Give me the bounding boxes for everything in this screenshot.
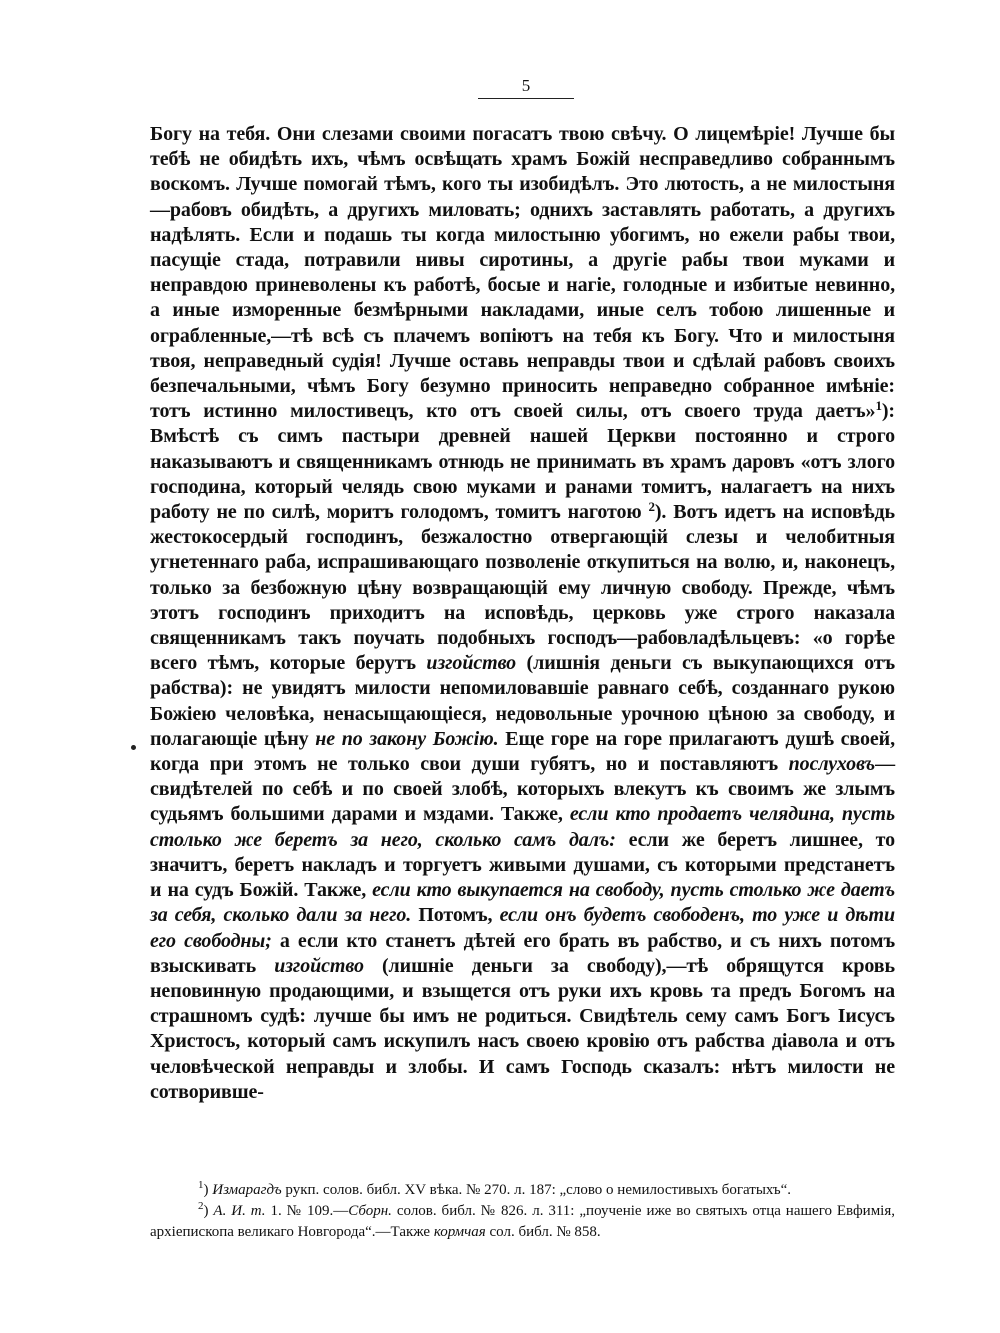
italic-term: послуховъ bbox=[788, 753, 876, 776]
footnote-source: А. И. т. bbox=[213, 1203, 266, 1219]
text-run: (лишніе деньги за свободу),—тѣ обрящутся кровь неповинную продающими, и взыщется отъ руки ихъ кровь та предъ Богомъ на страшномъ судѣ: лучше бы имъ не родиться. Свидѣтель сему самъ Богъ Іисусъ Христосъ, который самъ искупилъ насъ своею кровію отъ рабства діавола и отъ человѣческой неправды и злобы. И самъ Господь сказалъ: нѣтъ милости не сотворившe- bbox=[150, 954, 895, 1103]
footnote-ref-2: 2 bbox=[648, 499, 655, 515]
text-run: ). Вотъ идетъ на исповѣдь жестокосердый господинъ, безжалостно отвергающій слезы и челобитныя угнетеннаго раба, испрашивающаго позволеніе откупиться на волю, и, наконецъ, только за безбожную цѣну возвращающій ему личную свободу. Прежде, чѣмъ этотъ господинъ приходитъ на исповѣдь, церковь уже строго наказала священникамъ такъ поучать подобныхъ господъ—рабовладѣльцевъ: «о горѣе всего тѣмъ, которые берутъ bbox=[150, 501, 895, 675]
footnotes bbox=[150, 1180, 895, 1243]
footnote-1: $^1$) Измарагдъ рукп. солов. библ. XV вѣка. № 270. л. 187: „слово о немилостивыхъ богатыхъ“. bbox=[198, 1179, 791, 1198]
footnote-ref-1: 1 bbox=[875, 398, 882, 414]
text-run: Потомъ, bbox=[418, 904, 493, 927]
footnote-source: Измарагдъ bbox=[212, 1182, 282, 1198]
text-run: если же беретъ лишнее, то значитъ, беретъ накладъ и торгуетъ живыми душами, съ которыми предстанетъ и на судъ Божій. Также, bbox=[150, 828, 895, 902]
footnote-text: сол. библ. № 858. bbox=[489, 1224, 601, 1240]
footnote-source: кормчая bbox=[433, 1224, 486, 1240]
italic-term: изгойство bbox=[426, 652, 517, 675]
main-text bbox=[150, 122, 895, 1105]
footnote-mark: 1 bbox=[198, 1179, 204, 1191]
text-run: — свидѣтелей по себѣ и по своей злобѣ, которыхъ влекутъ къ своимъ же злымъ судьямъ большими дарами и мздами. Также, bbox=[150, 753, 895, 826]
text-run: а если кто станетъ дѣтей его брать въ рабство, и съ нихъ потомъ взыскивать bbox=[150, 929, 895, 977]
page-number-rule bbox=[478, 98, 574, 99]
text-run: ): Вмѣстѣ съ симъ пастыри древней нашей Церкви постоянно и строго наказываютъ и священникамъ отнюдь не принимать въ храмъ даровъ «отъ злого господина, который челядь свою муками и ранами томитъ, налагаетъ на нихъ работу не по силѣ, моритъ голодомъ, томитъ наготою bbox=[150, 400, 895, 524]
footnote-text: солов. библ. № 826. л. 311: „поученіе иже во святыхъ отца нашего Евфимія, архіепископа великаго Новгорода“.—Также bbox=[150, 1203, 895, 1240]
footnote-text: рукп. солов. библ. XV вѣка. № 270. л. 187: „слово о немилостивыхъ богатыхъ“. bbox=[285, 1182, 791, 1198]
text-run: Богу на тебя. Они слезами своими погасатъ твою свѣчу. О лицемѣріе! Лучше бы тебѣ не обидѣть ихъ, чѣмъ освѣщать храмъ Божій несправедливо собраннымъ воскомъ. Лучше помогай тѣмъ, кого ты изобидѣлъ. Это лютость, а не милостыня—рабовъ обидѣть, а другихъ миловать; однихъ заставлять работать, а другихъ надѣлять. Если и подашь ты когда милостыню убогимъ, но ежели рабы твои, пасущіе стада, потравили нивы сиротины, а другіе рабы твои муками и неправдою приневолены къ работѣ, босые и нагіе, голодные и избитые невинно, а иные изморенные безмѣрными накладами, иные селъ тобою лишенные и ограбленные,—тѣ всѣ съ плачемъ вопіютъ на тебя къ Богу. Что и милостыня твоя, неправедный судія! Лучше оставь неправды твои и сдѣлай рабовъ своихъ безпечальными, чѣмъ Богу безумно приносить неправедно собранное имѣніе: тотъ истинно милостивецъ, кто отъ своей силы, отъ своего труда даетъ» bbox=[150, 123, 895, 423]
margin-mark bbox=[131, 745, 136, 750]
italic-quote: если кто продаетъ челядина, пусть столько же беретъ за него, сколько самъ далъ: bbox=[150, 803, 895, 851]
footnote-2: $^2$) А. И. т. 1. № 109.—Сборн. солов. библ. № 826. л. 311: „поученіе иже во святыхъ отца нашего Евфимія, архіепископа великаго Новгорода“.—Также кормчая сол. библ. № 858. bbox=[150, 1200, 895, 1240]
italic-term: изгойство bbox=[274, 954, 364, 977]
footnote-source: Сборн. bbox=[348, 1203, 392, 1219]
footnote-text: 1. № 109.— bbox=[270, 1203, 349, 1219]
italic-quote: если онъ будетъ свободенъ, то уже и дѣти его свободны; bbox=[150, 904, 895, 952]
text-run: Еще горе на горе прилагаютъ душѣ своей, когда при этомъ не только свои души губятъ, но и поставляютъ bbox=[150, 727, 895, 776]
footnote-mark: 2 bbox=[198, 1200, 204, 1212]
text-run: (лишнія деньги съ выкупающихся отъ рабства): не увидятъ милости непомиловавшіе равнаго себѣ, созданнаго рукою Божіею человѣка, ненасыщающіеся, недовольные урочною цѣною за свободу, и полагающіе цѣну bbox=[150, 652, 896, 750]
page-number: 5 bbox=[521, 76, 531, 95]
italic-term: не по закону Божію. bbox=[315, 727, 499, 750]
main-paragraph bbox=[150, 122, 895, 1105]
italic-quote: если кто выкупается на свободу, пусть столько же даетъ за себя, сколько дали за него. bbox=[150, 879, 896, 927]
